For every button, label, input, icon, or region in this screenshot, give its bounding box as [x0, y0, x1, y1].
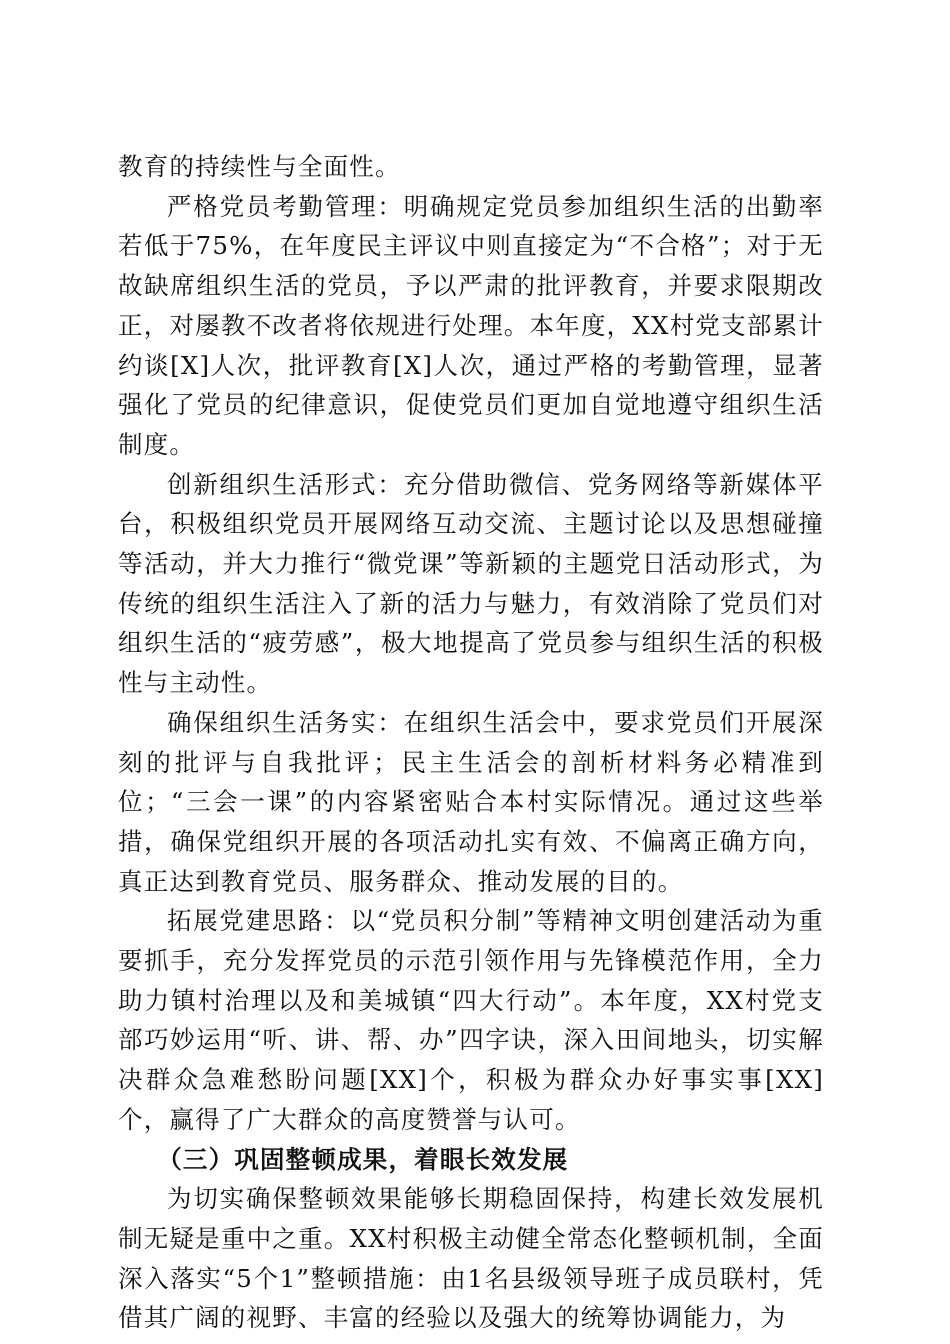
section-heading: （三）巩固整顿成果，着眼长效发展 — [157, 1144, 569, 1174]
paragraph-continuation: 教育的持续性与全面性。 — [118, 152, 401, 181]
paragraph-expand-ideas: 拓展党建思路：以“党员积分制”等精神文明创建活动为重要抓手，充分发挥党员的示范引领作用与先锋模范作用，全力助力镇村治理以及和美城镇“四大行动”。本年度，XX村党支部巧妙运用“听、讲、帮、办”四字诀，深入田间地头，切实解决群众急难愁盼问题[XX]个，积极为群众办好事实事[XX]个，赢得了广大群众的高度赞誉与认可。 — [118, 906, 824, 1134]
paragraph-innovate-forms: 创新组织生活形式：充分借助微信、党务网络等新媒体平台，积极组织党员开展网络互动交流、主题讨论以及思想碰撞等活动，并大力推行“微党课”等新颖的主题党日活动形式，为传统的组织生活注入了新的活力与魅力，有效消除了党员们对组织生活的“疲劳感”，极大地提高了党员参与组织生活的积极性与主动性。 — [118, 469, 824, 698]
paragraph-long-term-mechanism: 为切实确保整顿效果能够长期稳固保持，构建长效发展机制无疑是重中之重。XX村积极主动健全常态化整顿机制，全面深入落实“5个1”整顿措施：由1名县级领导班子成员联村，凭借其广阔的视野、丰富的经验以及强大的统筹协调能力，为 — [118, 1184, 824, 1333]
paragraph-practical-life: 确保组织生活务实：在组织生活会中，要求党员们开展深刻的批评与自我批评；民主生活会的剖析材料务必精准到位；“三会一课”的内容紧密贴合本村实际情况。通过这些举措，确保党组织开展的各项活动扎实有效、不偏离正确方向，真正达到教育党员、服务群众、推动发展的目的。 — [118, 707, 824, 896]
paragraph-attendance-management: 严格党员考勤管理：明确规定党员参加组织生活的出勤率若低于75%，在年度民主评议中则直接定为“不合格”；对于无故缺席组织生活的党员，予以严肃的批评教育，并要求限期改正，对屡教不改者将依规进行处理。本年度，XX村党支部累计约谈[X]人次，批评教育[X]人次，通过严格的考勤管理，显著强化了党员的纪律意识，促使党员们更加自觉地遵守组织生活制度。 — [118, 191, 824, 459]
document-page — [118, 147, 824, 1338]
